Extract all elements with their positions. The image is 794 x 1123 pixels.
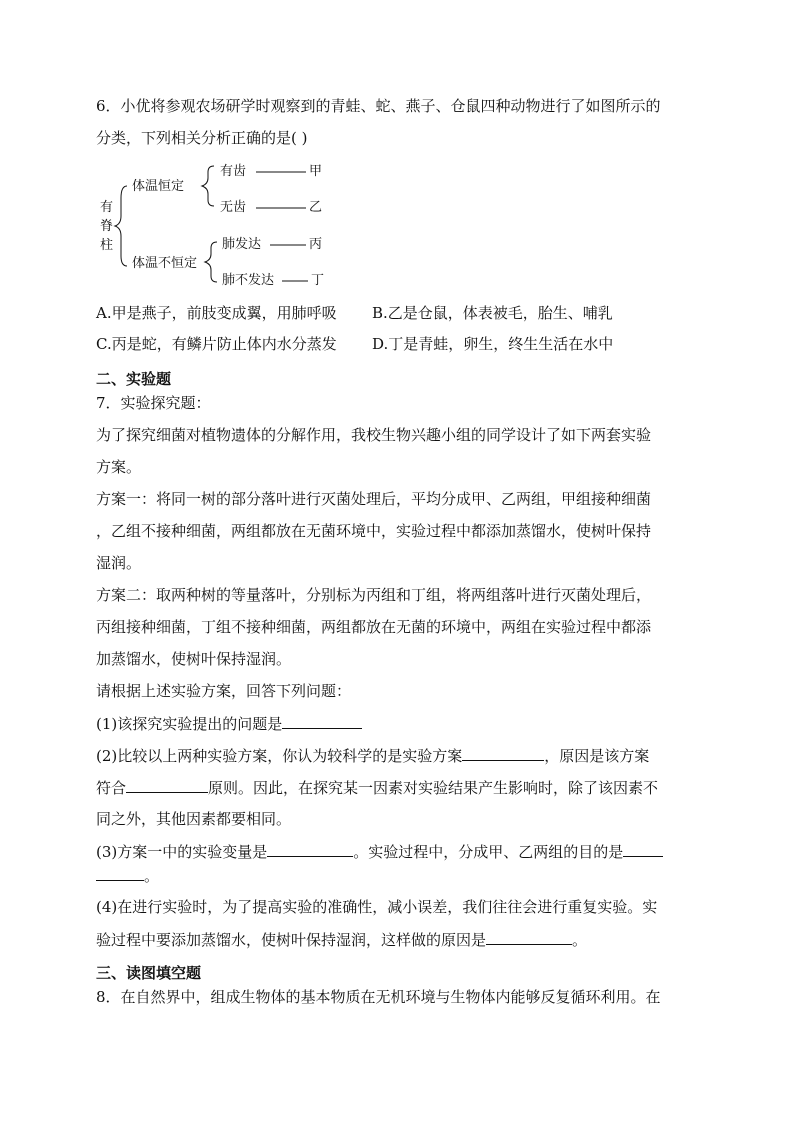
q7-sub3-line2 [96,865,159,886]
root-char-1: 有 [100,200,114,215]
section-title-read-figure: 三、读图填空题 [96,964,202,982]
leaf-teeth: 有齿 [220,164,247,179]
leaf-lungs-developed: 肺发达 [222,237,262,252]
answer-blank-6[interactable] [486,929,572,945]
q7-sub2-text-c: 符合 [96,779,127,797]
q7-plan-b-line1: 方案二：取两种树的等量落叶，分别标为丙组和丁组，将两组落叶进行灭菌处理后， [96,586,652,604]
q7-prompt: 请根据上述实验方案，回答下列问题： [96,682,352,700]
q6-option-b: B.乙是仓鼠，体表被毛，胎生、哺乳 [372,304,613,322]
q7-sub3-line1 [96,841,663,862]
q7-sub3-text-a: (3)方案一中的实验变量是 [96,843,268,861]
branch-variable-temp: 体温不恒定 [132,256,198,271]
q7-sub4-line1: (4)在进行实验时，为了提高实验的准确性，减小误差，我们往往会进行重复实验。实 [96,898,658,916]
q7-sub2-text-a: (2)比较以上两种实验方案，你认为较科学的是实验方案 [96,747,463,765]
q7-plan-b-line2: 丙组接种细菌，丁组不接种细菌，两组都放在无菌的环境中，两组在实验过程中都添 [96,618,652,636]
q7-plan-a-line2: ，乙组不接种细菌，两组都放在无菌环境中，实验过程中都添加蒸馏水，使树叶保持 [96,522,652,540]
root-char-2: 脊 [100,219,114,234]
q7-sub2-text-d: 原则。因此，在探究某一因素对实验结果产生影响时，除了该因素不 [208,779,659,797]
q7-sub2-line2 [96,777,658,798]
upper-brace [202,166,214,206]
lower-brace [205,242,217,282]
animal-ding: 丁 [311,273,325,288]
large-brace [115,186,127,266]
classification-diagram [96,152,356,297]
q6-option-d: D.丁是青蛙，卵生，终生生活在水中 [372,335,614,353]
answer-blank-3[interactable] [126,777,208,793]
q7-sub4-text-b: 验过程中要添加蒸馏水，使树叶保持湿润，这样做的原因是 [96,931,487,949]
q7-sub2-line3: 同之外，其他因素都要相同。 [96,810,292,828]
q7-plan-b-line3: 加蒸馏水，使树叶保持湿润。 [96,650,292,668]
branch-constant-temp: 体温恒定 [132,179,185,194]
q6-stem-line2: 分类，下列相关分析正确的是( ) [96,129,308,147]
root-char-3: 柱 [100,238,114,253]
answer-blank-2[interactable] [462,745,544,761]
q7-sub2-text-b: ，原因是该方案 [544,747,650,765]
answer-blank-4[interactable] [267,841,353,857]
q6-option-c: C.丙是蛇，有鳞片防止体内水分蒸发 [96,335,337,353]
q7-sub2-line1 [96,745,649,766]
q7-sub1 [96,713,362,734]
q7-sub3-text-c: 。 [144,867,160,885]
q7-intro-line2: 方案。 [96,458,142,476]
animal-yi: 乙 [309,200,323,215]
answer-blank-1[interactable] [282,713,362,729]
q7-sub3-text-b: 。实验过程中，分成甲、乙两组的目的是 [353,843,624,861]
q7-sub4-line2 [96,929,587,950]
q8-stem-line1: 8．在自然界中，组成生物体的基本物质在无机环境与生物体内能够反复循环利用。在 [96,988,661,1006]
q7-title: 7．实验探究题： [96,394,211,412]
q7-intro-line1: 为了探究细菌对植物遗体的分解作用，我校生物兴趣小组的同学设计了如下两套实验 [96,426,652,444]
animal-bing: 丙 [309,237,323,252]
q7-sub4-text-c: 。 [572,931,588,949]
q7-plan-a-line3: 湿润。 [96,554,142,572]
q6-stem-line1: 6．小优将参观农场研学时观察到的青蛙、蛇、燕子、仓鼠四种动物进行了如图所示的 [96,97,661,115]
leaf-no-teeth: 无齿 [220,200,247,215]
q7-plan-a-line1: 方案一：将同一树的部分落叶进行灭菌处理后，平均分成甲、乙两组，甲组接种细菌 [96,490,652,508]
q7-sub1-text: (1)该探究实验提出的问题是 [96,715,283,733]
section-title-experiment: 二、实验题 [96,370,172,388]
q6-option-a: A.甲是燕子，前肢变成翼，用肺呼吸 [96,304,337,322]
animal-jia: 甲 [309,164,323,179]
answer-blank-5[interactable] [623,841,663,857]
answer-blank-5-cont[interactable] [96,865,144,881]
leaf-lungs-underdeveloped: 肺不发达 [222,273,275,288]
